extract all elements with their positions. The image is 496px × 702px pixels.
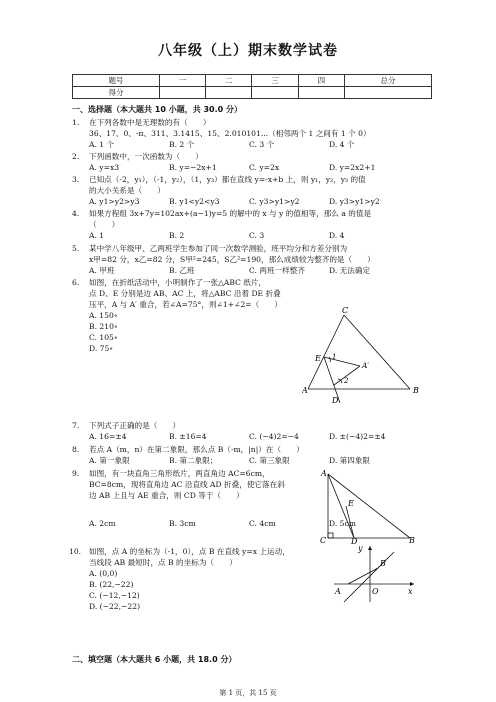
option-a[interactable]: A. 1 xyxy=(89,231,105,240)
question-number: 8. xyxy=(72,445,80,454)
question-6 xyxy=(72,277,332,354)
question-text: 如果方程组 3x+7y=102ax+(a−1)y=5 的解中的 x 与 y 的值相等，那么 a 的值是 xyxy=(89,209,372,218)
option-a[interactable]: A. 甲班 xyxy=(89,266,115,275)
question-text: 当线段 AB 最短时，点 B 的坐标为（ ） xyxy=(89,558,237,567)
option-c[interactable]: C. y3>y1>y2 xyxy=(249,197,300,206)
question-number: 1. xyxy=(72,118,80,127)
options-row xyxy=(89,455,432,466)
option-d[interactable]: D. 第四象限 xyxy=(329,456,371,465)
angle-1-label: 1 xyxy=(332,353,337,361)
question-number: 3. xyxy=(72,175,80,184)
option-b[interactable]: B. y=−2x+1 xyxy=(169,163,217,172)
question-number: 5. xyxy=(72,244,80,253)
label-a: A xyxy=(321,469,327,478)
question-text: 下列式子正确的是（ ） xyxy=(89,421,181,430)
option-d[interactable]: D. 4 xyxy=(329,231,345,240)
option-c[interactable]: C. 第三象限 xyxy=(249,456,290,465)
question-text: 在下列各数中是无理数的有（ ） xyxy=(89,118,211,127)
question-number: 7. xyxy=(72,421,80,430)
question-text: 压平，A 与 A′ 重合，若∠A=75°，则∠1+∠2=（ ） xyxy=(89,300,283,309)
question-text: 如图，有一块直角三角形纸片，两直角边 AC=6cm， xyxy=(89,469,270,478)
option-c[interactable]: C. y=2x xyxy=(249,163,280,172)
question-3 xyxy=(72,174,432,207)
option-d[interactable]: D. 4 个 xyxy=(329,140,355,149)
option-c[interactable]: C. 3 个 xyxy=(249,140,275,149)
option-a[interactable]: A. 150∘ xyxy=(89,311,118,320)
question-5 xyxy=(72,243,432,276)
score-table-header: 题号 xyxy=(73,75,160,87)
label-e: E xyxy=(348,499,354,508)
option-a[interactable]: A. y1>y2>y3 xyxy=(89,197,140,206)
axis-y-label: y xyxy=(358,544,363,553)
question-text: x甲=82 分，x乙=82 分，S甲²=245，S乙²=190，那么成绩较为整齐的是（ ） xyxy=(89,255,375,264)
option-c[interactable]: C. 4cm xyxy=(249,519,276,528)
score-table-header-row xyxy=(73,75,432,87)
score-row-label: 得分 xyxy=(73,87,160,99)
option-a[interactable]: A. 1 个 xyxy=(89,140,115,149)
score-table-header: 三 xyxy=(252,75,298,87)
option-b[interactable]: B. 2 个 xyxy=(169,140,195,149)
label-c: C xyxy=(342,306,349,315)
score-cell[interactable] xyxy=(206,87,252,99)
question-2 xyxy=(72,151,432,173)
options-row xyxy=(89,139,432,150)
option-b[interactable]: B. 3cm xyxy=(169,519,196,528)
option-c[interactable]: C. (−4)2=−4 xyxy=(249,432,299,441)
figure-q10 xyxy=(330,542,418,604)
options-row xyxy=(89,265,432,276)
option-b[interactable]: B. ±16=4 xyxy=(169,432,207,441)
angle-2-label: 2 xyxy=(344,377,349,385)
question-text: （ ） xyxy=(89,220,120,229)
figure-q6 xyxy=(302,305,427,405)
label-o: O xyxy=(372,587,379,596)
question-number: 2. xyxy=(72,152,80,161)
question-text: 点 D、E 分别是边 AB、AC 上，将△ABC 沿着 DE 折叠 xyxy=(89,289,281,298)
option-b[interactable]: B. 第二象限； xyxy=(169,456,218,465)
question-text: 的大小关系是（ ） xyxy=(89,186,165,195)
axis-x-label: x xyxy=(408,587,413,596)
question-number: 10. xyxy=(69,547,82,556)
score-table-header: 二 xyxy=(206,75,252,87)
option-a[interactable]: A. 第一象限 xyxy=(89,456,130,465)
label-d: D xyxy=(332,396,339,405)
option-c[interactable]: C. 3 xyxy=(249,231,265,240)
question-8 xyxy=(72,444,432,466)
options-row xyxy=(89,431,432,442)
option-c[interactable]: C. (−12,−12) xyxy=(89,591,140,600)
question-number: 6. xyxy=(72,278,80,287)
option-d[interactable]: D. 无法确定 xyxy=(329,266,371,275)
question-number: 9. xyxy=(72,469,80,478)
label-c: C xyxy=(320,536,327,544)
label-a: A xyxy=(335,587,341,596)
option-d[interactable]: D. y3>y1>y2 xyxy=(329,197,380,206)
question-text: 边 AB 上且与 AE 重合，则 CD 等于（ ） xyxy=(89,491,244,500)
label-b: B xyxy=(380,559,386,568)
label-e: E xyxy=(315,354,321,363)
label-d: D xyxy=(351,537,358,544)
score-table xyxy=(72,74,432,99)
option-b[interactable]: B. 乙班 xyxy=(169,266,195,275)
label-b: B xyxy=(409,536,415,544)
option-d[interactable]: D. 75∘ xyxy=(89,344,114,353)
question-7 xyxy=(72,420,432,442)
options-row xyxy=(89,162,432,173)
question-text: 36、17、0、-π、311、3.1415、15、2.010101...（相邻两个 1 之间有 1 个 0） xyxy=(89,129,371,138)
question-text: 下列函数中，一次函数为（ ） xyxy=(89,152,203,161)
option-d[interactable]: D. 5cm xyxy=(329,519,356,528)
question-text: 如图，点 A 的坐标为（-1，0），点 B 在直线 y=x 上运动， xyxy=(89,547,290,556)
question-text: 某中学八年级甲、乙两班学生参加了同一次数学测验，班平均分和方差分别为 xyxy=(89,244,348,253)
score-cell[interactable] xyxy=(252,87,298,99)
option-c[interactable]: C. 105∘ xyxy=(89,333,118,342)
question-number: 4. xyxy=(72,209,80,218)
options-row xyxy=(89,230,432,241)
label-b: B xyxy=(413,386,419,395)
page-footer: 第 1 页，共 15 页 xyxy=(219,689,277,697)
section-heading-choice: 一、选择题（本大题共 10 小题，共 30.0 分） xyxy=(72,105,243,114)
score-table-header: 一 xyxy=(160,75,206,87)
score-cell[interactable] xyxy=(160,87,206,99)
question-4 xyxy=(72,208,432,241)
label-a: A xyxy=(302,386,308,395)
page-title: 八年级（上）期末数学试卷 xyxy=(158,43,338,59)
option-d[interactable]: D. y=2x2+1 xyxy=(329,163,376,172)
label-a-prime: A′ xyxy=(362,361,370,370)
options-row xyxy=(89,196,432,207)
option-b[interactable]: B. 210∘ xyxy=(89,322,118,331)
option-b[interactable]: B. 2 xyxy=(169,231,185,240)
question-1 xyxy=(72,117,432,150)
option-a[interactable]: A. y=x3 xyxy=(89,163,120,172)
section-heading-fill: 二、填空题（本大题共 6 小题，共 18.0 分） xyxy=(72,655,237,664)
score-table-header: 总分 xyxy=(344,75,431,87)
score-table-header: 四 xyxy=(298,75,344,87)
option-d[interactable]: D. (−22,−22) xyxy=(89,602,141,611)
question-text: 如图，在折纸活动中，小明制作了一张△ABC 纸片， xyxy=(89,278,267,287)
option-b[interactable]: B. y1<y2<y3 xyxy=(169,197,220,206)
option-a[interactable]: A. (0,0) xyxy=(89,569,118,578)
score-table-row xyxy=(73,87,432,99)
option-c[interactable]: C. 两班一样整齐 xyxy=(249,266,305,275)
option-a[interactable]: A. 2cm xyxy=(89,519,116,528)
question-10 xyxy=(69,546,332,612)
score-cell[interactable] xyxy=(298,87,344,99)
score-cell[interactable] xyxy=(344,87,431,99)
figure-q9 xyxy=(318,468,418,544)
option-a[interactable]: A. 16=±4 xyxy=(89,432,127,441)
question-text: 已知点（-2，y₁），（-1，y₂），（1，y₃）都在直线 y=-x+b 上，则 y₁，y₂，y₃ 的值 xyxy=(89,175,366,184)
option-d[interactable]: D. ±(−4)2=±4 xyxy=(329,432,386,441)
question-text: BC=8cm，现将直角边 AC 沿直线 AD 折叠，使它落在斜 xyxy=(89,480,285,489)
option-b[interactable]: B. (22,−22) xyxy=(89,580,134,589)
question-text: 若点 A（m，n）在第二象限，那么点 B（-m，|n|）在（ ） xyxy=(89,445,304,454)
